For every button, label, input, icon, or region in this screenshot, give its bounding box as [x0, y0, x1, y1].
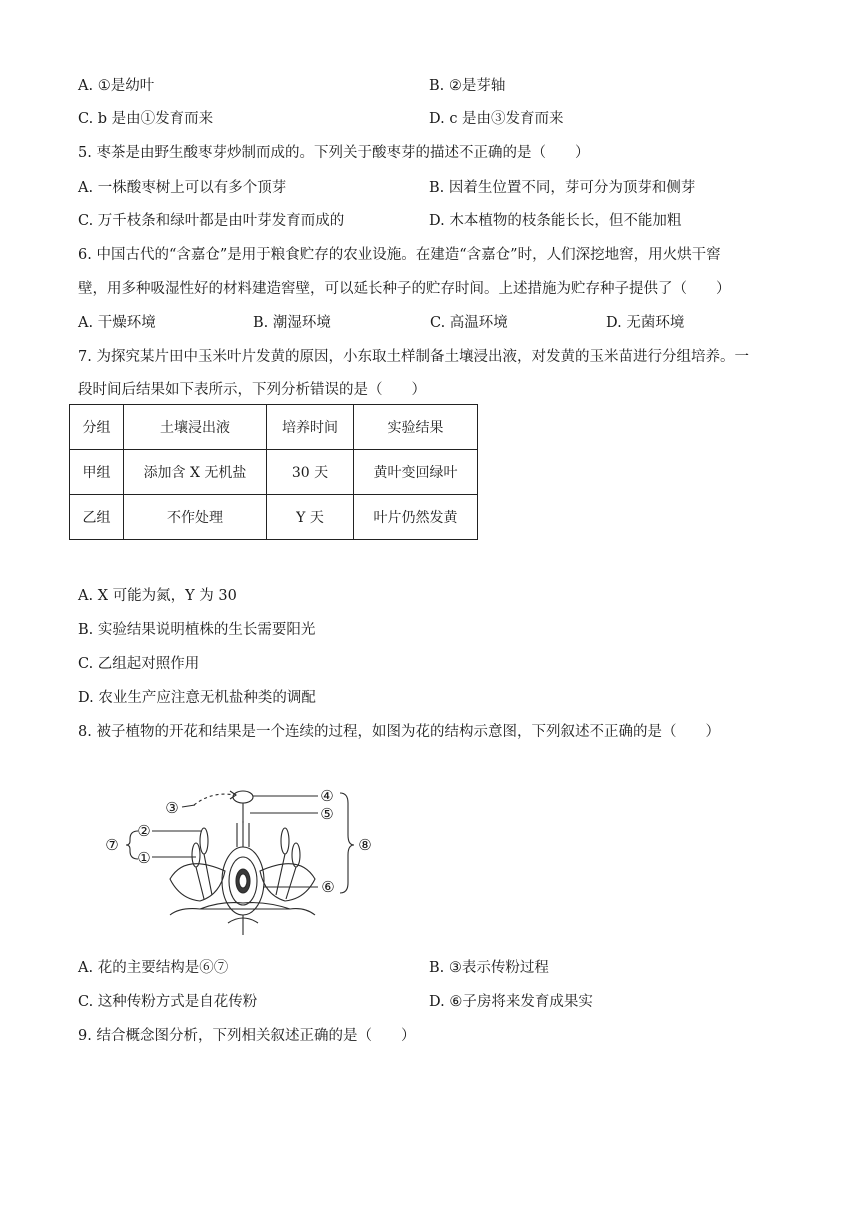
label-3: ③: [165, 799, 179, 817]
q6-option-a: A. 干燥环境: [78, 315, 156, 331]
q5-option-b: B. 因着生位置不同，芽可分为顶芽和侧芽: [429, 180, 696, 196]
table-header-cell: 实验结果: [354, 405, 478, 450]
table-header-cell: 土壤浸出液: [124, 405, 267, 450]
q4-option-c: C. b 是由①发育而来: [78, 111, 214, 127]
table-cell: 乙组: [70, 495, 124, 540]
table-cell: 30 天: [267, 450, 354, 495]
table-cell: Y 天: [267, 495, 354, 540]
q5-option-c: C. 万千枝条和绿叶都是由叶芽发育而成的: [78, 213, 345, 229]
q7-option-a: A. X 可能为氮，Y 为 30: [78, 588, 237, 604]
table-row: [70, 450, 478, 495]
table-header-row: [70, 405, 478, 450]
q7-stem-line1: 7. 为探究某片田中玉米叶片发黄的原因，小东取土样制备土壤浸出液，对发黄的玉米苗进行分组培养。一: [78, 349, 749, 365]
q6-option-d: D. 无菌环境: [606, 315, 685, 331]
table-header-cell: 分组: [70, 405, 124, 450]
q5-option-d: D. 木本植物的枝条能长长，但不能加粗: [429, 213, 682, 229]
label-2: ②: [137, 822, 151, 840]
q6-stem-line1: 6. 中国古代的“含嘉仓”是用于粮食贮存的农业设施。在建造“含嘉仓”时，人们深挖地窖，用火烘干窖: [78, 247, 721, 263]
q7-option-d: D. 农业生产应注意无机盐种类的调配: [78, 690, 316, 706]
table-cell: 叶片仍然发黄: [354, 495, 478, 540]
q5-stem: 5. 枣茶是由野生酸枣芽炒制而成的。下列关于酸枣芽的描述不正确的是（ ）: [78, 145, 590, 161]
q8-option-c: C. 这种传粉方式是自花传粉: [78, 994, 258, 1010]
table-cell: 黄叶变回绿叶: [354, 450, 478, 495]
label-7: ⑦: [105, 836, 119, 854]
label-8: ⑧: [358, 836, 372, 854]
table-cell: 添加含 X 无机盐: [124, 450, 267, 495]
q9-stem: 9. 结合概念图分析，下列相关叙述正确的是（ ）: [78, 1028, 416, 1044]
q4-option-d: D. c 是由③发育而来: [429, 111, 564, 127]
table-cell: 甲组: [70, 450, 124, 495]
q5-option-a: A. 一株酸枣树上可以有多个顶芽: [78, 180, 287, 196]
label-5: ⑤: [320, 805, 334, 823]
q8-option-b: B. ③表示传粉过程: [429, 960, 549, 976]
label-6: ⑥: [321, 878, 335, 896]
q8-option-d: D. ⑥子房将来发育成果实: [429, 994, 593, 1010]
table-row: [70, 495, 478, 540]
q7-option-b: B. 实验结果说明植株的生长需要阳光: [78, 622, 316, 638]
q6-stem-line2: 壁，用多种吸湿性好的材料建造窖壁，可以延长种子的贮存时间。上述措施为贮存种子提供了（ ）: [78, 281, 731, 297]
table-header-cell: 培养时间: [267, 405, 354, 450]
q4-option-a: A. ①是幼叶: [78, 78, 155, 94]
q8-stem: 8. 被子植物的开花和结果是一个连续的过程，如图为花的结构示意图，下列叙述不正确的是（ ）: [78, 724, 720, 740]
q7-stem-line2: 段时间后结果如下表所示，下列分析错误的是（ ）: [78, 382, 426, 398]
experiment-table: [69, 404, 478, 540]
q4-option-b: B. ②是芽轴: [429, 78, 506, 94]
label-1: ①: [137, 849, 151, 867]
q7-option-c: C. 乙组起对照作用: [78, 656, 200, 672]
label-4: ④: [320, 787, 334, 805]
flower-structure-diagram: [100, 783, 390, 943]
q8-option-a: A. 花的主要结构是⑥⑦: [78, 960, 229, 976]
q6-option-b: B. 潮湿环境: [253, 315, 331, 331]
table-cell: 不作处理: [124, 495, 267, 540]
q6-option-c: C. 高温环境: [430, 315, 508, 331]
